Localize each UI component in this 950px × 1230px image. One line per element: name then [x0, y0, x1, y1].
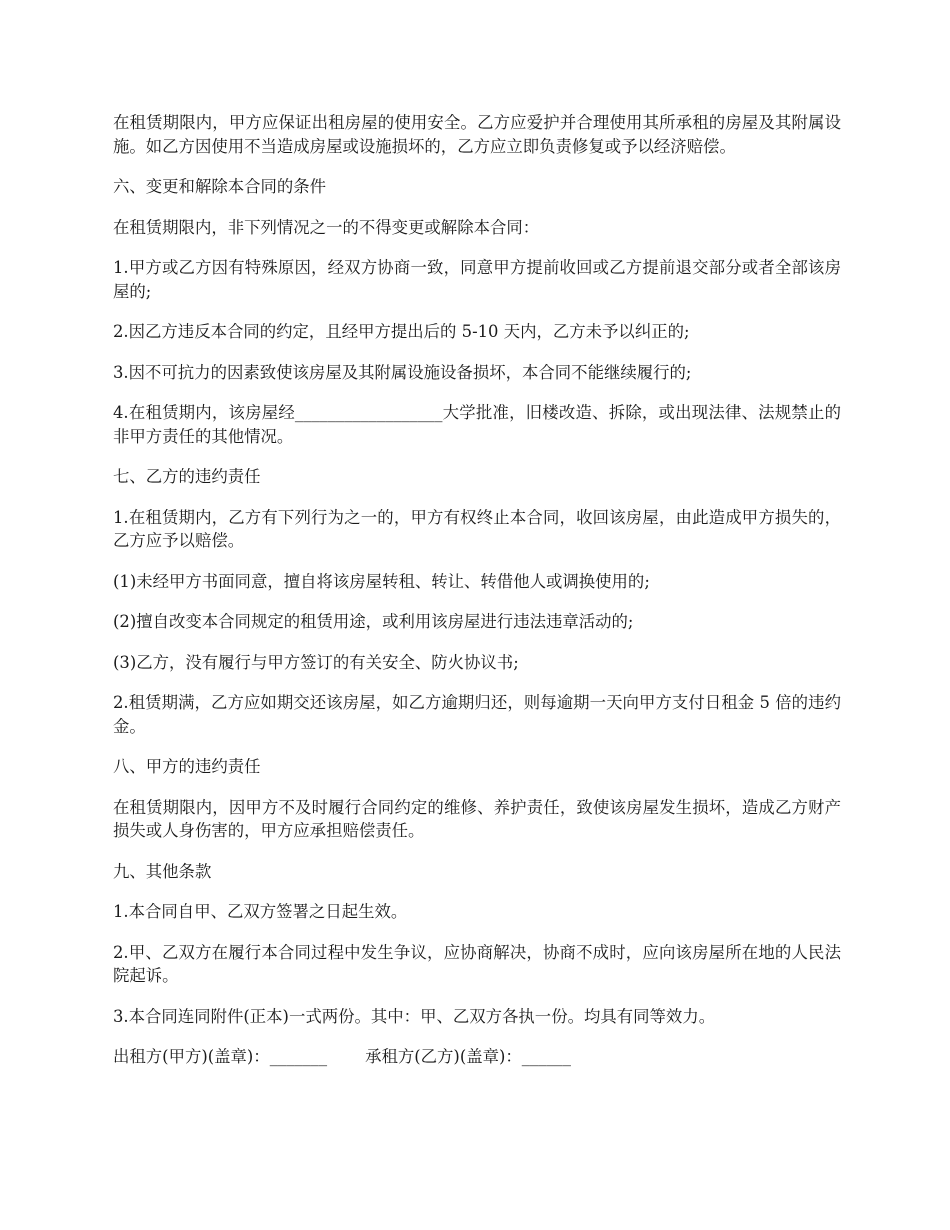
section-heading: 九、其他条款: [113, 861, 212, 881]
clause-item: 2.租赁期满，乙方应如期交还该房屋，如乙方逾期归还，则每逾期一天向甲方支付日租金 5 倍的违约金。: [113, 693, 841, 736]
clause-item: 4.在租赁期内，该房屋经__________________大学批准，旧楼改造、拆除，或出现法律、法规禁止的非甲方责任的其他情况。: [113, 403, 841, 446]
lessee-signature-field: 承租方(乙方)(盖章)：______: [365, 1047, 571, 1066]
contract-page: [113, 111, 841, 1069]
section-heading: 八、甲方的违约责任: [113, 757, 261, 776]
clause-paragraph: 在租赁期限内，甲方应保证出租房屋的使用安全。乙方应爱护并合理使用其所承租的房屋及其附属设施。如乙方因使用不当造成房屋或设施损坏的，乙方应立即负责修复或予以经济赔偿。: [113, 113, 841, 156]
clause-subitem: (3)乙方，没有履行与甲方签订的有关安全、防火协议书;: [113, 652, 519, 672]
clause-subitem: (1)未经甲方书面同意，擅自将该房屋转租、转让、转借他人或调换使用的;: [113, 571, 650, 591]
clause-item: 3.本合同连同附件(正本)一式两份。其中：甲、乙双方各执一份。均具有同等效力。: [113, 1006, 716, 1026]
signature-row: [113, 1045, 841, 1069]
clause-item: 3.因不可抗力的因素致使该房屋及其附属设施设备损坏，本合同不能继续履行的;: [113, 362, 692, 382]
clause-item: 1.本合同自甲、乙双方签署之日起生效。: [113, 902, 408, 921]
clause-item: 2.甲、乙双方在履行本合同过程中发生争议，应协商解决，协商不成时，应向该房屋所在地的人民法院起诉。: [113, 942, 841, 985]
clause-item: 1.甲方或乙方因有特殊原因，经双方协商一致，同意甲方提前收回或乙方提前退交部分或者全部该房屋的;: [113, 258, 841, 301]
lessor-signature-field: 出租方(甲方)(盖章)：_______: [113, 1047, 328, 1066]
section-heading: 七、乙方的违约责任: [113, 467, 261, 486]
clause-paragraph: 在租赁期限内，因甲方不及时履行合同约定的维修、养护责任，致使该房屋发生损坏，造成乙方财产损失或人身伤害的，甲方应承担赔偿责任。: [113, 797, 841, 840]
clause-subitem: (2)擅自改变本合同规定的租赁用途，或利用该房屋进行违法违章活动的;: [113, 612, 634, 631]
section-heading: 六、变更和解除本合同的条件: [113, 177, 327, 196]
clause-item: 2.因乙方违反本合同的约定，且经甲方提出后的 5-10 天内，乙方未予以纠正的;: [113, 322, 690, 341]
clause-paragraph: 在租赁期限内，非下列情况之一的不得变更或解除本合同：: [113, 217, 540, 237]
clause-item: 1.在租赁期内，乙方有下列行为之一的，甲方有权终止本合同，收回该房屋，由此造成甲方损失的，乙方应予以赔偿。: [113, 507, 841, 550]
